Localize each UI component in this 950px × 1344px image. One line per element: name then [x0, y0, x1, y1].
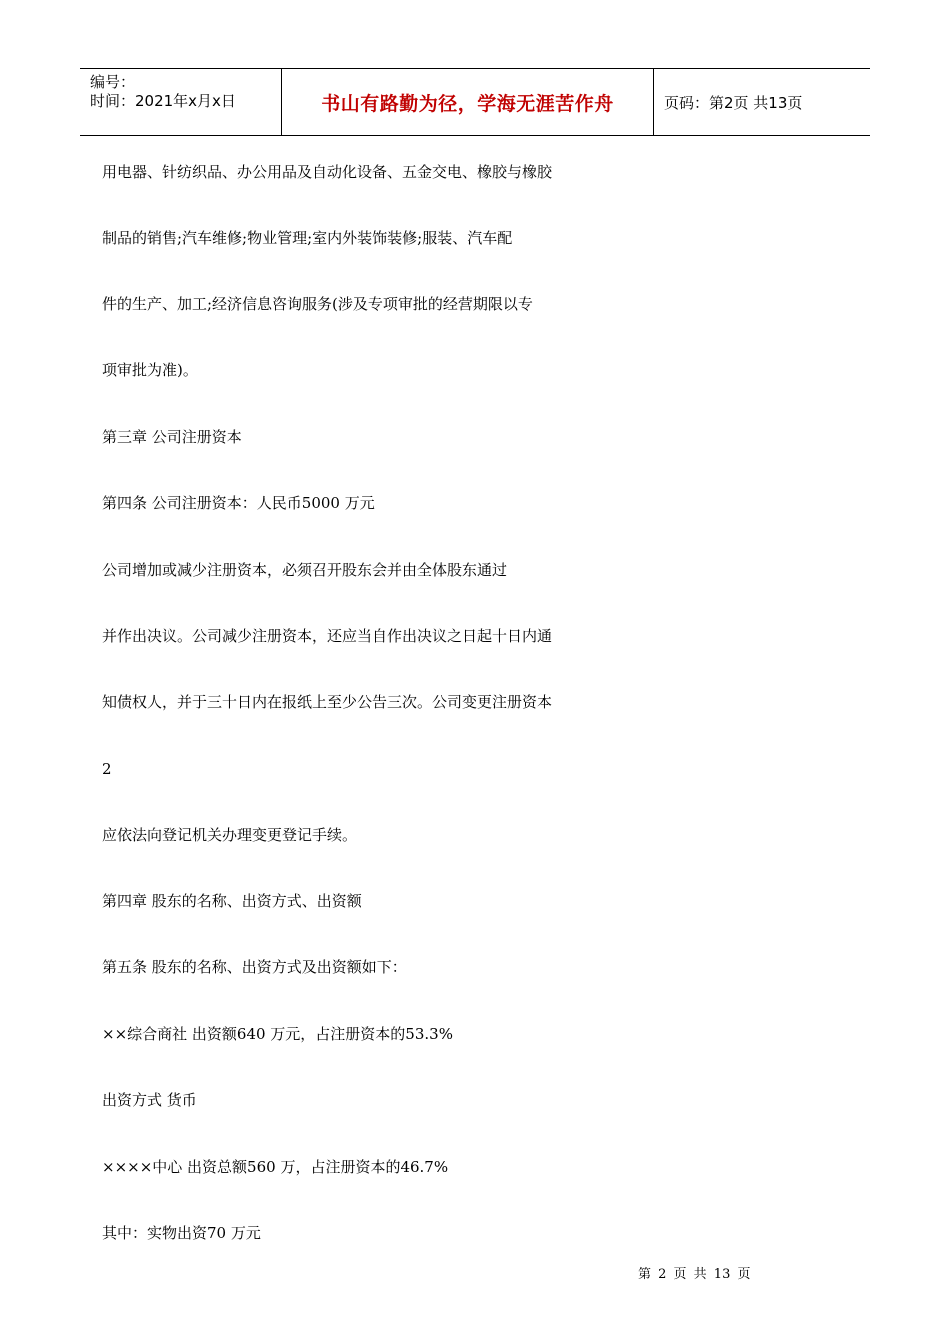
- body-line: 件的生产、加工;经济信息咨询服务(涉及专项审批的经营期限以专: [102, 295, 533, 313]
- header-motto-cell: [282, 69, 654, 135]
- inline-page-number: 2: [102, 760, 112, 778]
- header-page-info: 页码：第2页 共13页: [664, 93, 803, 112]
- body-line: 公司增加或减少注册资本，必须召开股东会并由全体股东通过: [102, 561, 508, 579]
- article-line: 第四条 公司注册资本：人民币5000 万元: [102, 494, 375, 512]
- header-motto: 书山有路勤为径，学海无涯苦作舟: [321, 92, 614, 115]
- body-line: 用电器、针纺织品、办公用品及自动化设备、五金交电、橡胶与橡胶: [102, 163, 553, 181]
- body-line: 应依法向登记机关办理变更登记手续。: [102, 826, 358, 844]
- shareholder-line: ××××中心 出资总额560 万，占注册资本的46.7%: [102, 1158, 449, 1176]
- shareholder-line: ××综合商社 出资额640 万元，占注册资本的53.3%: [102, 1025, 453, 1043]
- document-number-label: 编号：: [90, 73, 136, 91]
- body-line: 并作出决议。公司减少注册资本，还应当自作出决议之日起十日内通: [102, 627, 553, 645]
- header-page-cell: [654, 69, 870, 135]
- header-meta-cell: [80, 69, 282, 135]
- body-line: 制品的销售;汽车维修;物业管理;室内外装饰装修;服装、汽车配: [102, 229, 513, 247]
- body-line: 其中：实物出资70 万元: [102, 1224, 261, 1242]
- chapter-heading: 第三章 公司注册资本: [102, 428, 242, 446]
- chapter-heading: 第四章 股东的名称、出资方式、出资额: [102, 892, 362, 910]
- document-date: 时间：2021年x月x日: [90, 92, 236, 110]
- article-line: 第五条 股东的名称、出资方式及出资额如下：: [102, 958, 407, 976]
- body-line: 出资方式 货币: [102, 1091, 197, 1109]
- body-line: 知债权人，并于三十日内在报纸上至少公告三次。公司变更注册资本: [102, 693, 553, 711]
- page-footer: 第 2 页 共 13 页: [638, 1267, 751, 1282]
- page-header: [80, 68, 870, 136]
- body-line: 项审批为准)。: [102, 361, 198, 379]
